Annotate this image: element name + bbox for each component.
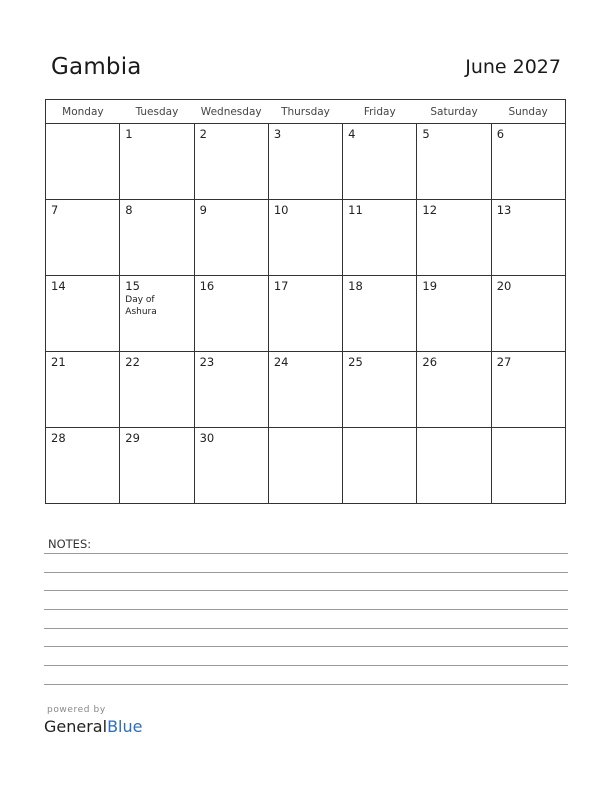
country-title: Gambia bbox=[51, 54, 142, 80]
day-number: 18 bbox=[348, 279, 363, 293]
day-cell bbox=[343, 124, 417, 200]
day-cell bbox=[120, 352, 194, 428]
day-number: 14 bbox=[51, 279, 66, 293]
weekday-header: Monday bbox=[46, 100, 120, 124]
day-number: 12 bbox=[422, 203, 438, 217]
day-number: 24 bbox=[273, 355, 289, 369]
day-number: 11 bbox=[348, 203, 363, 217]
day-number: 16 bbox=[199, 279, 215, 293]
week-row bbox=[46, 428, 566, 504]
day-cell bbox=[120, 124, 194, 200]
day-number: 1 bbox=[125, 127, 133, 141]
note-line bbox=[44, 609, 568, 610]
day-cell bbox=[268, 428, 342, 504]
weekday-header: Tuesday bbox=[120, 100, 194, 124]
day-cell bbox=[491, 124, 565, 200]
day-cell bbox=[343, 276, 417, 352]
day-cell bbox=[194, 276, 268, 352]
day-number: 23 bbox=[199, 355, 215, 369]
powered-by-text: powered by bbox=[47, 705, 106, 715]
day-cell bbox=[343, 200, 417, 276]
week-row bbox=[46, 200, 566, 276]
day-cell bbox=[268, 200, 342, 276]
weekday-header: Friday bbox=[343, 100, 417, 124]
week-row bbox=[46, 276, 566, 352]
day-number: 26 bbox=[422, 355, 438, 369]
day-cell bbox=[46, 352, 120, 428]
week-row bbox=[46, 124, 566, 200]
day-number: 6 bbox=[496, 127, 505, 141]
day-number: 4 bbox=[348, 127, 356, 141]
day-cell bbox=[491, 276, 565, 352]
week-row bbox=[46, 352, 566, 428]
day-cell bbox=[343, 428, 417, 504]
day-number: 27 bbox=[496, 355, 512, 369]
day-number: 19 bbox=[422, 279, 438, 293]
day-cell bbox=[46, 428, 120, 504]
day-cell bbox=[491, 352, 565, 428]
day-cell bbox=[417, 352, 491, 428]
day-number: 3 bbox=[273, 127, 282, 141]
day-number: 10 bbox=[273, 203, 289, 217]
note-line bbox=[44, 590, 568, 591]
day-number: 2 bbox=[199, 127, 207, 141]
day-number: 20 bbox=[496, 279, 512, 293]
day-cell bbox=[46, 124, 120, 200]
day-cell bbox=[194, 428, 268, 504]
day-number: 25 bbox=[348, 355, 363, 369]
day-number: 29 bbox=[125, 431, 140, 445]
day-cell bbox=[417, 428, 491, 504]
weekday-header-row bbox=[46, 100, 566, 124]
day-number: 13 bbox=[496, 203, 512, 217]
weekday-header: Wednesday bbox=[194, 100, 268, 124]
day-number: 7 bbox=[51, 203, 59, 217]
day-cell bbox=[120, 200, 194, 276]
month-year-title: June 2027 bbox=[465, 56, 561, 78]
weekday-header: Thursday bbox=[268, 100, 342, 124]
day-number: 8 bbox=[125, 203, 133, 217]
day-number: 15 bbox=[125, 279, 140, 293]
day-number: 9 bbox=[199, 203, 207, 217]
day-cell bbox=[120, 276, 194, 352]
day-cell bbox=[46, 276, 120, 352]
day-cell bbox=[268, 124, 342, 200]
brand-general-text: General bbox=[44, 717, 108, 736]
note-line bbox=[44, 572, 568, 573]
generalblue-logo bbox=[44, 717, 142, 736]
day-cell bbox=[491, 428, 565, 504]
day-cell bbox=[194, 352, 268, 428]
day-number: 28 bbox=[51, 431, 66, 445]
day-cell bbox=[46, 200, 120, 276]
day-cell bbox=[268, 352, 342, 428]
day-number: 5 bbox=[422, 127, 430, 141]
day-cell bbox=[268, 276, 342, 352]
note-line bbox=[44, 553, 568, 554]
day-number: 22 bbox=[125, 355, 140, 369]
day-number: 17 bbox=[273, 279, 289, 293]
day-cell bbox=[194, 200, 268, 276]
holiday-label: Day of Ashura bbox=[125, 295, 157, 317]
note-line bbox=[44, 684, 568, 685]
day-cell bbox=[417, 200, 491, 276]
day-cell bbox=[194, 124, 268, 200]
calendar-grid bbox=[45, 99, 566, 504]
note-line bbox=[44, 646, 568, 647]
day-cell bbox=[343, 352, 417, 428]
day-number: 21 bbox=[51, 355, 66, 369]
day-number: 30 bbox=[199, 431, 215, 445]
note-line bbox=[44, 665, 568, 666]
day-cell bbox=[417, 124, 491, 200]
weekday-header: Sunday bbox=[491, 100, 565, 124]
note-line bbox=[44, 628, 568, 629]
day-cell bbox=[120, 428, 194, 504]
brand-blue-text: Blue bbox=[107, 717, 143, 736]
day-cell bbox=[417, 276, 491, 352]
day-cell bbox=[491, 200, 565, 276]
weekday-header: Saturday bbox=[417, 100, 491, 124]
notes-label: NOTES: bbox=[48, 537, 92, 551]
